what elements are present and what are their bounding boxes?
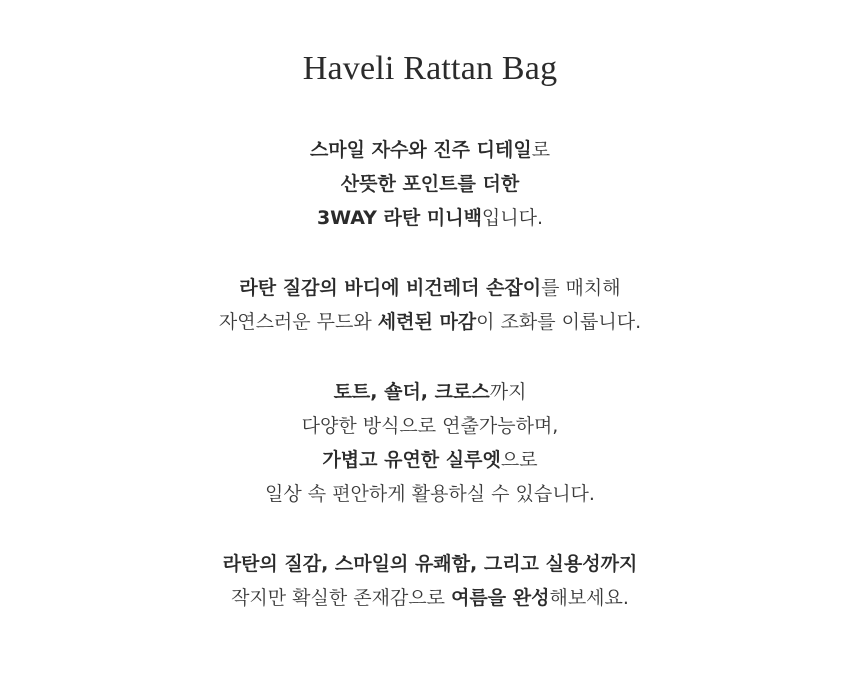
product-title: Haveli Rattan Bag (302, 50, 558, 87)
description-line (0, 167, 860, 201)
body-text: 이 조화를 이룹니다. (476, 311, 642, 333)
description-line (0, 443, 860, 477)
paragraph-gap (0, 339, 860, 375)
description-line (0, 305, 860, 339)
description-line (0, 375, 860, 409)
body-text: 작지만 확실한 존재감으로 (231, 587, 452, 609)
description-paragraph (0, 133, 860, 235)
body-text: 입니다. (481, 207, 544, 229)
body-text: 일상 속 편안하게 활용하실 수 있습니다. (265, 483, 595, 505)
description-line (0, 581, 860, 615)
description-line (0, 477, 860, 511)
emphasized-text: 가볍고 유연한 실루엣 (322, 449, 501, 471)
description-line (0, 409, 860, 443)
product-description (0, 133, 860, 615)
paragraph-gap (0, 511, 860, 547)
description-paragraph (0, 271, 860, 339)
description-paragraph (0, 375, 860, 511)
emphasized-text: 3WAY 라탄 미니백 (316, 207, 482, 229)
body-text: 해보세요. (549, 587, 629, 609)
body-text: 까지 (489, 381, 527, 403)
body-text: 으로 (500, 449, 538, 471)
description-line (0, 271, 860, 305)
body-text: 를 매치해 (541, 277, 621, 299)
body-text: 로 (531, 139, 551, 161)
emphasized-text: 여름을 완성 (451, 587, 550, 609)
description-line (0, 201, 860, 235)
emphasized-text: 스마일 자수와 진주 디테일 (309, 139, 532, 161)
description-line (0, 133, 860, 167)
description-line (0, 547, 860, 581)
emphasized-text: 세련된 마감 (377, 311, 477, 333)
description-paragraph (0, 547, 860, 615)
emphasized-text: 라탄 질감의 바디에 비건레더 손잡이 (239, 277, 542, 299)
paragraph-gap (0, 235, 860, 271)
body-text: 자연스러운 무드와 (218, 311, 378, 333)
body-text: 다양한 방식으로 연출가능하며, (301, 415, 559, 437)
emphasized-text: 산뜻한 포인트를 더한 (340, 173, 520, 195)
emphasized-text: 라탄의 질감, 스마일의 유쾌함, 그리고 실용성까지 (222, 553, 638, 575)
emphasized-text: 토트, 숄더, 크로스 (333, 381, 490, 403)
